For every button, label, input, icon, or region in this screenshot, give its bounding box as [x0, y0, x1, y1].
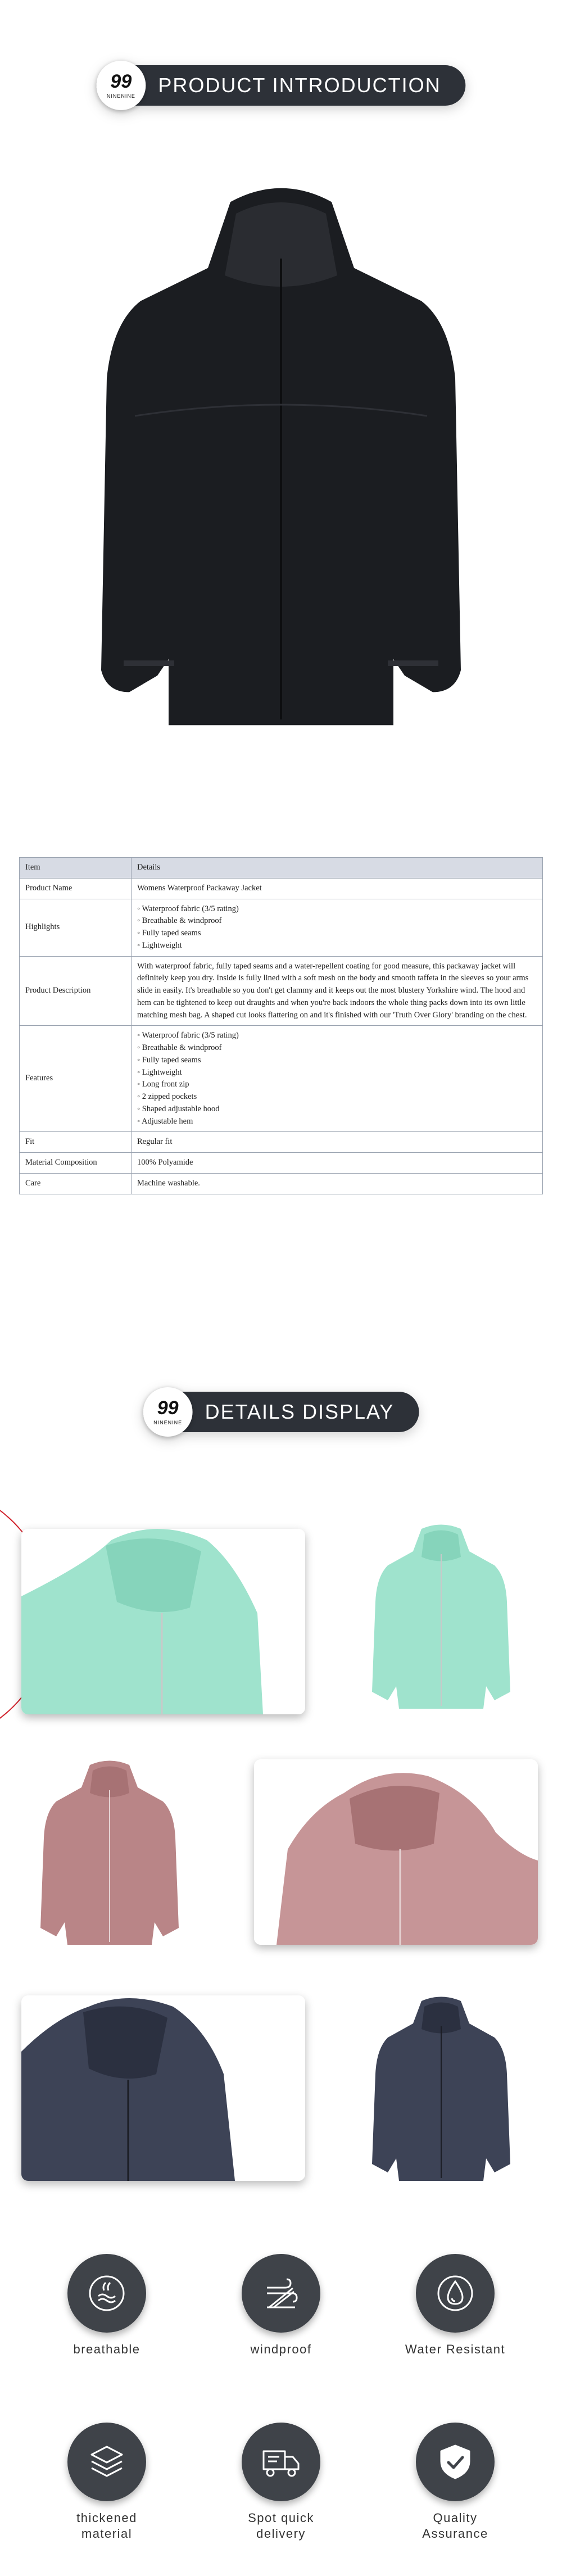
list-item: ◦ Breathable & windproof [137, 915, 537, 927]
table-row [20, 1153, 543, 1174]
navy-jacket-image [371, 1995, 511, 2181]
feature-label: breathable [73, 2342, 140, 2356]
feature-quality-assurance [382, 2423, 528, 2542]
details-banner [143, 1392, 419, 1432]
table-row [20, 1132, 543, 1153]
mint-jacket-image [371, 1523, 511, 1709]
list-item: ◦ Lightweight [137, 1067, 537, 1079]
breathable-icon [67, 2254, 146, 2333]
row-label: Product Description [20, 956, 132, 1026]
row-value: Machine washable. [132, 1173, 543, 1194]
feature-label: Water Resistant [405, 2342, 506, 2356]
row-label: Features [20, 1026, 132, 1132]
list-item: ◦ 2 zipped pockets [137, 1091, 537, 1103]
list-item: ◦ Waterproof fabric (3/5 rating) [137, 903, 537, 916]
rose-closeup-card [254, 1759, 538, 1945]
table-row [20, 1026, 543, 1132]
row-label: Fit [20, 1132, 132, 1153]
table-row [20, 899, 543, 956]
header-item: Item [20, 858, 132, 879]
feature-windproof [208, 2254, 354, 2357]
truck-icon [242, 2423, 320, 2501]
list-item: ◦ Breathable & windproof [137, 1042, 537, 1054]
feature-thickened-material [34, 2423, 180, 2542]
row-value: Womens Waterproof Packaway Jacket [132, 878, 543, 899]
list-item: ◦ Lightweight [137, 940, 537, 952]
row-value: With waterproof fabric, fully taped seams and a water-repellent coating for good measure, this packaway jacket will definitely keep you dry. Inside is fully lined with a soft mesh on the body and smooth taffeta in the sleeves so your arms slide in easily. It's breathable so you don't get clammy and it keeps out the most blustery Yorkshire wind. The hood and hem can be tightened to keep out draughts and when you're back indoors the whole thing packs down into its own little matching mesh bag. A shaped cut looks flattering on and it's finished with our 'Truth Over Glory' branding on the chest. [132, 956, 543, 1026]
highlights-list [137, 903, 537, 952]
feature-spot-quick-delivery [208, 2423, 354, 2542]
mint-closeup-card [21, 1529, 305, 1714]
brand-logo [96, 61, 146, 110]
feature-label: Quality Assurance [422, 2511, 488, 2541]
table-row [20, 1173, 543, 1194]
logo-number: 99 [110, 71, 132, 92]
list-item: ◦ Shaped adjustable hood [137, 1103, 537, 1116]
details-banner-title: DETAILS DISPLAY [143, 1392, 419, 1432]
features-list [137, 1030, 537, 1128]
rose-jacket-image [39, 1759, 180, 1945]
spec-table [19, 857, 543, 1194]
logo-brand: NINENINE [153, 1420, 183, 1425]
row-label: Product Name [20, 878, 132, 899]
list-item: ◦ Adjustable hem [137, 1116, 537, 1128]
feature-label: thickened material [76, 2511, 137, 2541]
windproof-icon [242, 2254, 320, 2333]
header-details: Details [132, 858, 543, 879]
intro-banner-title: PRODUCT INTRODUCTION [96, 65, 465, 106]
table-header-row [20, 858, 543, 879]
brand-logo [143, 1387, 193, 1437]
shield-check-icon [416, 2423, 495, 2501]
mint-closeup-image [21, 1529, 305, 1714]
navy-closeup-image [21, 1995, 305, 2181]
row-label: Highlights [20, 899, 132, 956]
row-value [132, 899, 543, 956]
intro-banner [96, 65, 465, 106]
black-jacket-image [90, 180, 472, 731]
table-row [20, 878, 543, 899]
list-item: ◦ Fully taped seams [137, 1054, 537, 1067]
water-drop-icon [416, 2254, 495, 2333]
list-item: ◦ Waterproof fabric (3/5 rating) [137, 1030, 537, 1042]
logo-number: 99 [157, 1397, 179, 1419]
row-value [132, 1026, 543, 1132]
navy-closeup-card [21, 1995, 305, 2181]
layers-icon [67, 2423, 146, 2501]
feature-water-resistant [382, 2254, 528, 2357]
row-value: Regular fit [132, 1132, 543, 1153]
feature-label: windproof [250, 2342, 312, 2356]
row-label: Material Composition [20, 1153, 132, 1174]
row-label: Care [20, 1173, 132, 1194]
feature-breathable [34, 2254, 180, 2357]
logo-brand: NINENINE [106, 93, 135, 99]
list-item: ◦ Long front zip [137, 1079, 537, 1091]
rose-closeup-image [254, 1759, 538, 1945]
table-row [20, 956, 543, 1026]
row-value: 100% Polyamide [132, 1153, 543, 1174]
feature-label: Spot quick delivery [248, 2511, 314, 2541]
list-item: ◦ Fully taped seams [137, 927, 537, 940]
